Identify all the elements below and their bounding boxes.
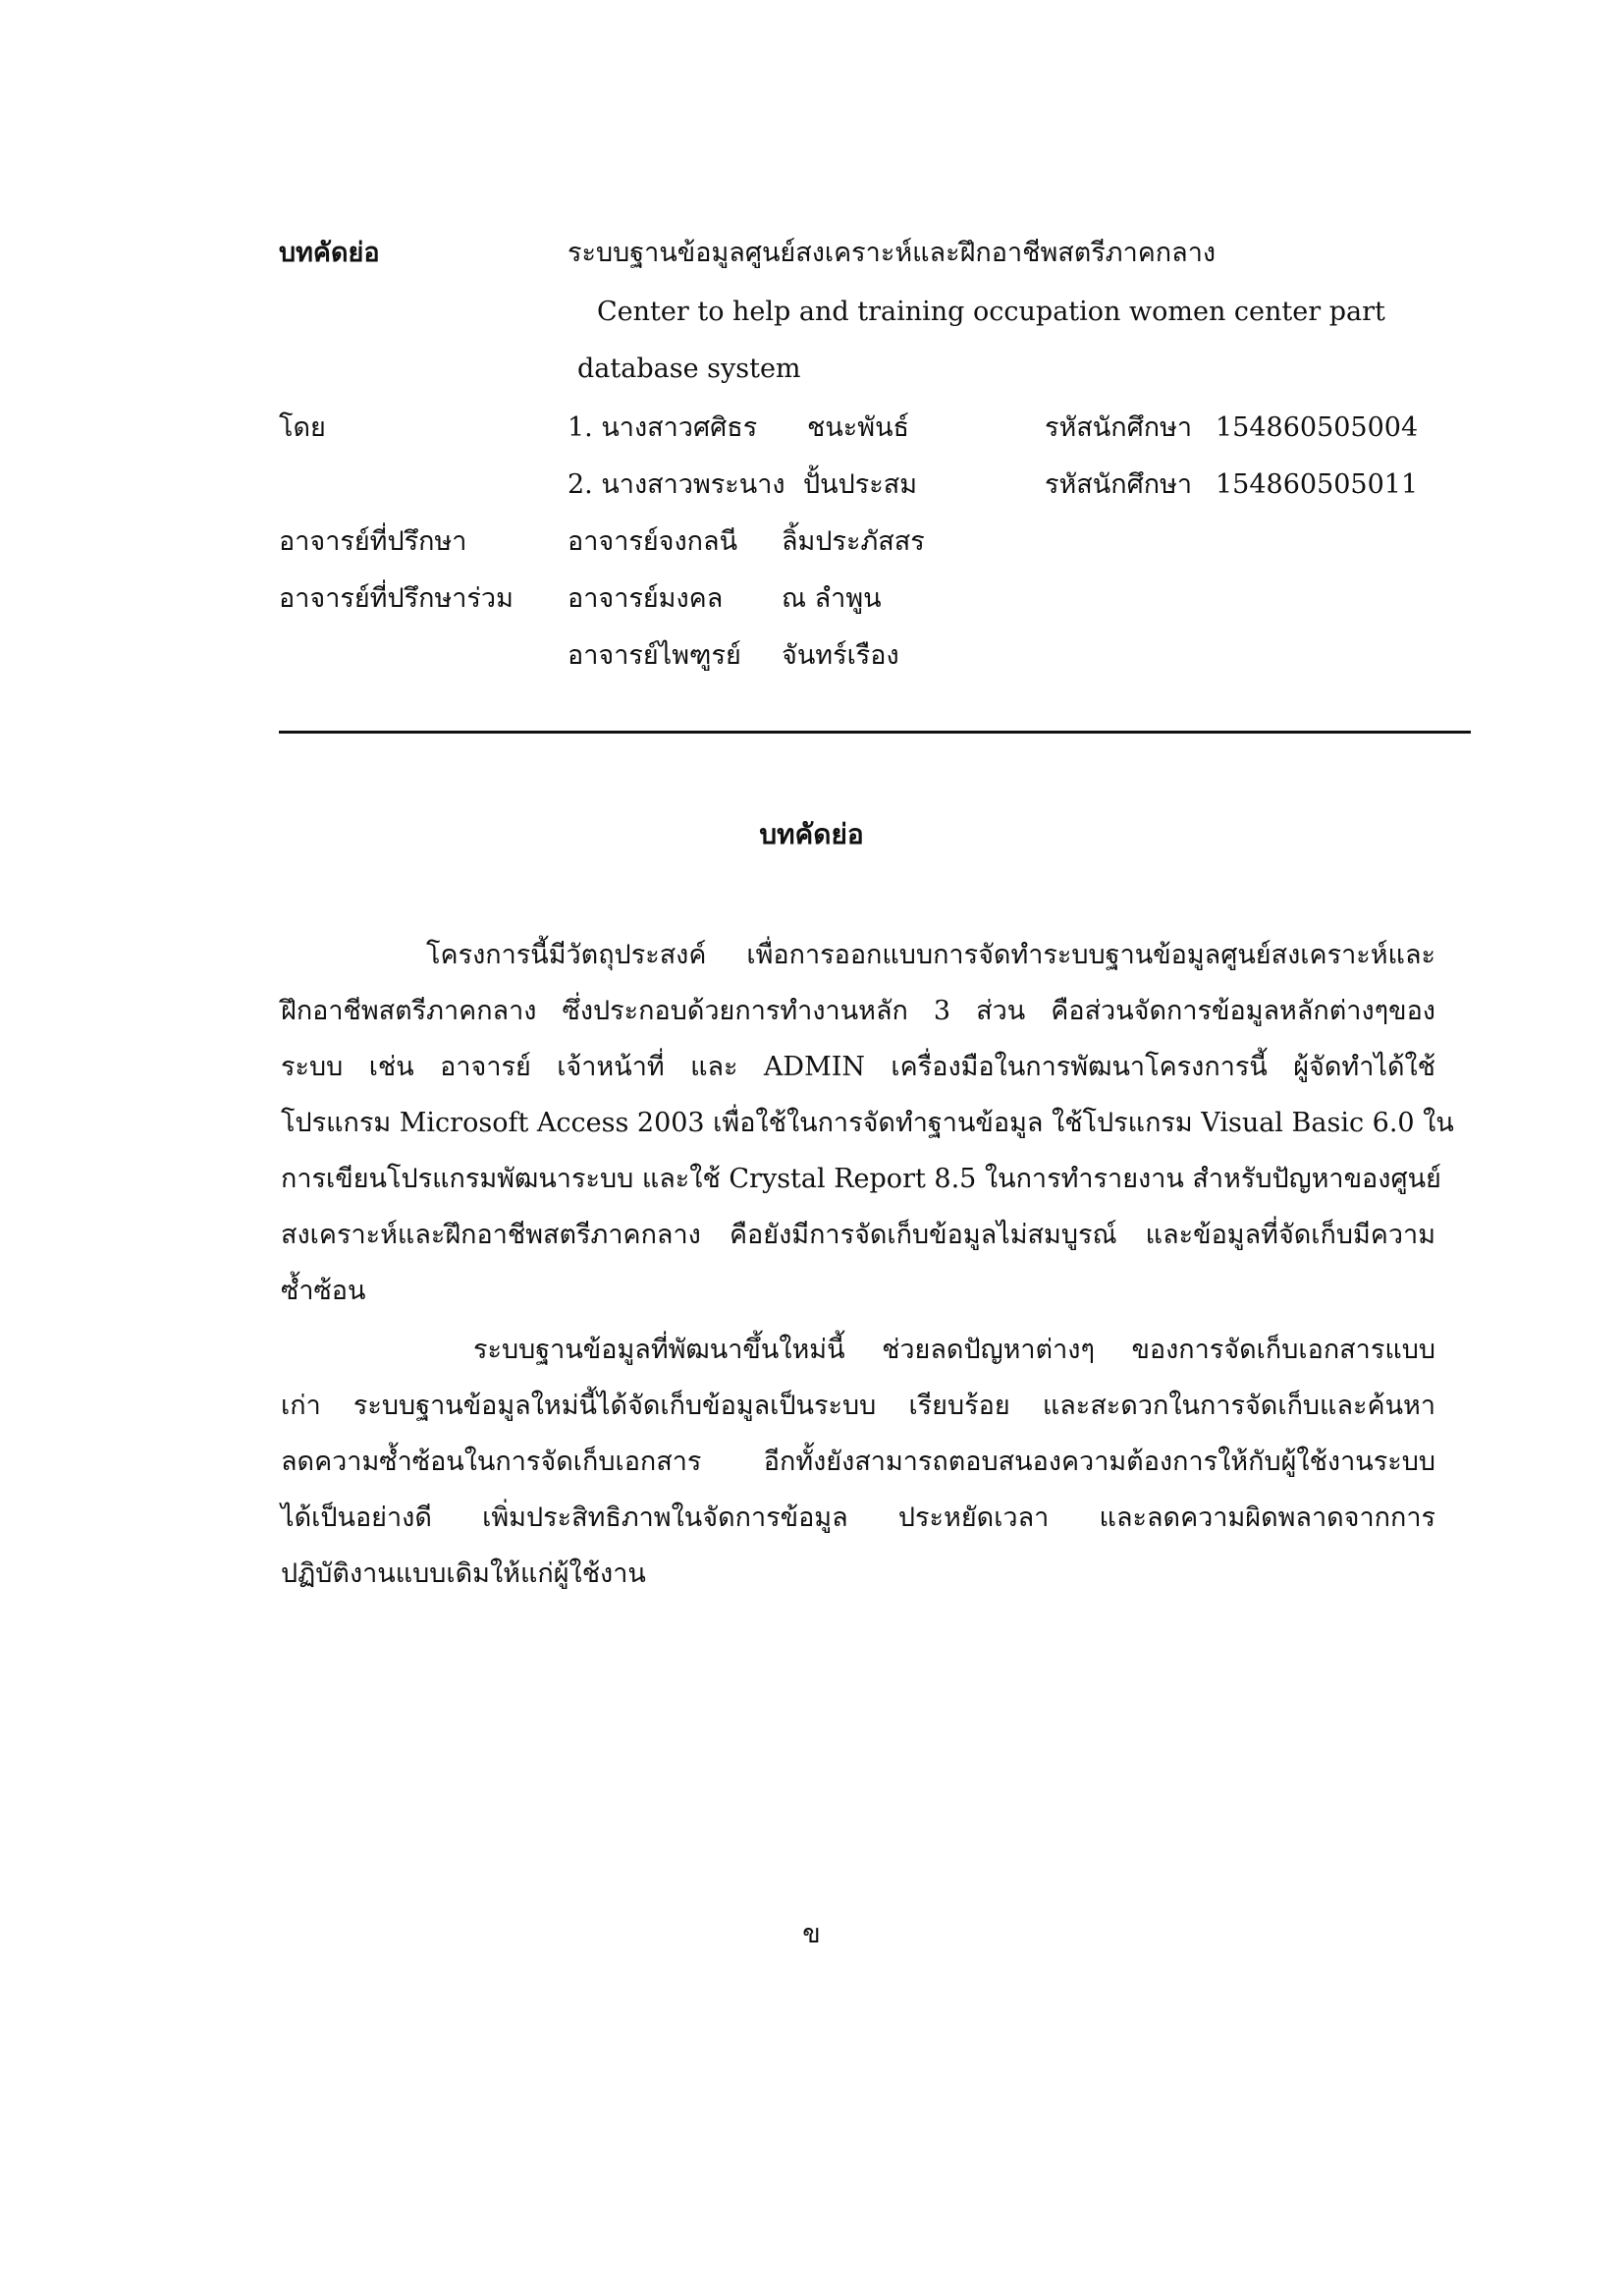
- student-1-name: 1. นางสาวศศิธร: [568, 412, 758, 443]
- co-advisor-1-name: อาจารย์มงคล: [568, 583, 724, 614]
- co-advisor-2-surname: จันทร์เรือง: [782, 640, 899, 671]
- paragraph-2-line: เก่า ระบบฐานข้อมูลใหม่นี้ได้จัดเก็บข้อมูลเป็นระบบ เรียบร้อย และสะดวกในการจัดเก็บและค้นหา: [281, 1391, 1435, 1421]
- student-2-id-label: รหัสนักศึกษา: [1045, 469, 1193, 500]
- student-2-id: 154860505011: [1216, 469, 1419, 500]
- paragraph-1-line: ระบบ เช่น อาจารย์ เจ้าหน้าที่ และ ADMIN เครื่องมือในการพัฒนาโครงการนี้ ผู้จัดทำได้ใช้: [281, 1052, 1435, 1082]
- paragraph-1-line: โปรแกรม Microsoft Access 2003 เพื่อใช้ในการจัดทำฐานข้อมูล ใช้โปรแกรม Visual Basic 6.0 ใน: [281, 1108, 1454, 1138]
- student-1-id: 154860505004: [1216, 412, 1419, 443]
- abstract-paragraph-1: [281, 927, 1454, 1319]
- paragraph-1-line: ซ้ำซ้อน: [281, 1276, 366, 1306]
- english-title-line-2: database system: [577, 354, 801, 384]
- student-2-surname: ปั้นประสม: [803, 469, 918, 500]
- page-number: ข: [802, 1919, 821, 1949]
- thai-title: ระบบฐานข้อมูลศูนย์สงเคราะห์และฝึกอาชีพสตรีภาคกลาง: [568, 238, 1217, 268]
- advisor-label: อาจารย์ที่ปรึกษา: [279, 526, 467, 557]
- paragraph-2-line: ระบบฐานข้อมูลที่พัฒนาขึ้นใหม่นี้ ช่วยลดปัญหาต่างๆ ของการจัดเก็บเอกสารแบบ: [473, 1335, 1435, 1365]
- paragraph-1-line: สงเคราะห์และฝึกอาชีพสตรีภาคกลาง คือยังมีการจัดเก็บข้อมูลไม่สมบูรณ์ และข้อมูลที่จัดเก็บมีความ: [281, 1220, 1435, 1250]
- paragraph-1-line: โครงการนี้มีวัตถุประสงค์ เพื่อการออกแบบการจัดทำระบบฐานข้อมูลศูนย์สงเคราะห์และ: [426, 940, 1435, 970]
- paragraph-2-line: ลดความซ้ำซ้อนในการจัดเก็บเอกสาร อีกทั้งยังสามารถตอบสนองความต้องการให้กับผู้ใช้งานระบบ: [281, 1447, 1435, 1477]
- student-1-surname: ชนะพันธ์: [807, 412, 910, 443]
- paragraph-2-line: ได้เป็นอย่างดี เพิ่มประสิทธิภาพในจัดการข้อมูล ประหยัดเวลา และลดความผิดพลาดจากการ: [281, 1503, 1435, 1533]
- co-advisor-1-surname: ณ ลำพูน: [782, 583, 882, 614]
- paragraph-2-line: ปฏิบัติงานแบบเดิมให้แก่ผู้ใช้งาน: [281, 1558, 646, 1589]
- english-title-line-1: Center to help and training occupation women center part: [597, 297, 1385, 327]
- student-1-id-label: รหัสนักศึกษา: [1045, 412, 1193, 443]
- co-advisor-2-name: อาจารย์ไพฑูรย์: [568, 640, 741, 671]
- by-label: โดย: [279, 412, 326, 443]
- abstract-paragraph-2: [281, 1322, 1435, 1602]
- paragraph-1-line: การเขียนโปรแกรมพัฒนาระบบ และใช้ Crystal Report 8.5 ในการทำรายงาน สำหรับปัญหาของศูนย์: [281, 1164, 1441, 1194]
- co-advisor-label: อาจารย์ที่ปรึกษาร่วม: [279, 583, 514, 614]
- abstract-label: บทคัดย่อ: [279, 238, 380, 268]
- advisor-surname: ลิ้มประภัสสร: [782, 526, 925, 557]
- divider-line: [279, 731, 1471, 734]
- student-2-name: 2. นางสาวพระนาง: [568, 469, 785, 500]
- advisor-name: อาจารย์จงกลนี: [568, 526, 738, 557]
- abstract-heading: บทคัดย่อ: [759, 818, 864, 850]
- paragraph-1-line: ฝึกอาชีพสตรีภาคกลาง ซึ่งประกอบด้วยการทำงานหลัก 3 ส่วน คือส่วนจัดการข้อมูลหลักต่างๆของ: [281, 996, 1435, 1026]
